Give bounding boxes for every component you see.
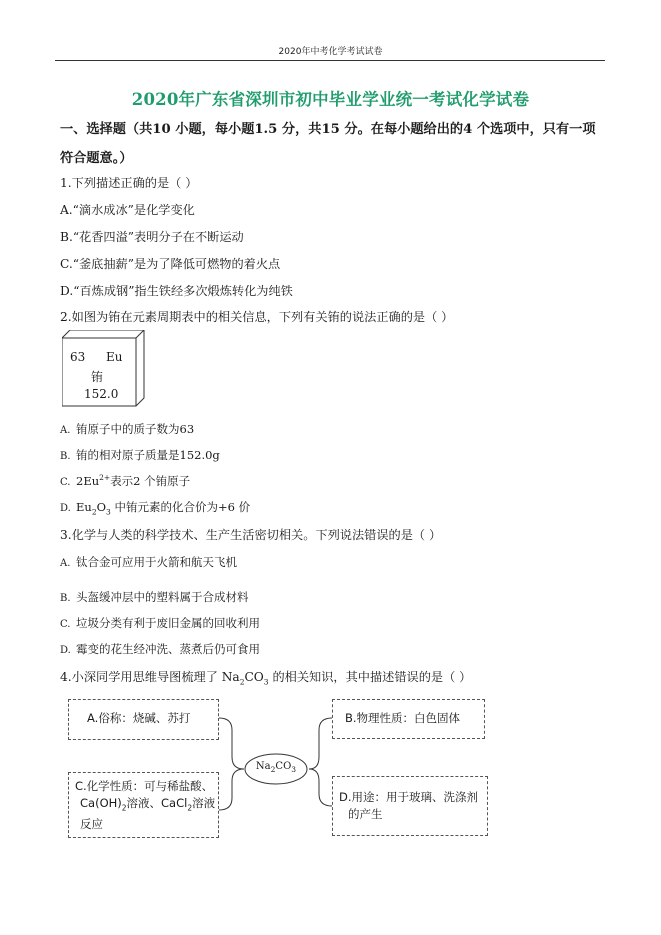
q2-option-a-text: 铕原子中的质子数为63 (76, 422, 195, 436)
box-c-cacl: 溶液、CaCl (126, 796, 188, 810)
box-c-solution: 溶液 (192, 796, 216, 810)
q2-option-b-text: 铕的相对原子质量是152.0g (76, 448, 220, 462)
mind-map-box-a (68, 699, 219, 740)
q2-option-c-charge: 2+ (99, 473, 111, 483)
mind-map-box-d (332, 776, 488, 836)
q2-option-b-label: B. (60, 451, 71, 462)
q2-option-d-label: D. (60, 503, 71, 514)
element-atomic-mass: 152.0 (84, 387, 119, 401)
q2-option-d-formula-o: O (96, 500, 107, 514)
q1-stem: 1.下列描述正确的是（ ） (60, 176, 198, 190)
center-formula (254, 761, 298, 774)
page-header: 2020年中考化学考试试卷 (278, 47, 383, 57)
box-a-text: A.俗称：烧碱、苏打 (87, 711, 191, 725)
q3-option-d-label: D. (60, 645, 71, 656)
center-formula-sub1: 2 (270, 765, 276, 774)
q2-option-c-label: C. (60, 477, 71, 488)
box-d-line2: 的产生 (348, 807, 383, 821)
q3-option-b-label: B. (60, 593, 71, 604)
center-formula-sub2: 3 (291, 765, 297, 774)
q4-stem-co: CO (244, 670, 264, 684)
center-formula-na: Na (255, 761, 271, 772)
q3-option-a-label: A. (60, 558, 71, 569)
q4-stem-sub2: 3 (263, 677, 269, 687)
box-d-line1: D.用途：用于玻璃、洗涤剂 (339, 790, 479, 804)
box-c-line2 (75, 795, 218, 816)
q1-option-c: C.“釜底抽薪”是为了降低可燃物的着火点 (60, 257, 281, 271)
q2-option-c-text: 表示2 个铕原子 (110, 474, 191, 488)
q3-option-a-text: 钛合金可应用于火箭和航天飞机 (76, 555, 237, 569)
q2-option-c-formula: 2Eu (76, 474, 100, 488)
box-b-text: B.物理性质：白色固体 (345, 711, 461, 725)
q2-stem: 2.如图为铕在元素周期表中的相关信息，下列有关铕的说法正确的是（ ） (60, 310, 454, 324)
box-c-sub2: 2 (187, 803, 193, 813)
q2-option-d-text: 中铕元素的化合价为+6 价 (110, 500, 251, 514)
q1-option-b: B.“花香四溢”表明分子在不断运动 (60, 230, 244, 244)
q1-option-d: D.“百炼成钢”指生铁经多次煅炼转化为纯铁 (60, 284, 293, 298)
q3-option-c-text: 垃圾分类有利于废旧金属的回收利用 (76, 616, 260, 630)
q2-option-d-formula-eu: Eu (76, 500, 92, 514)
q3-option-d-text: 霉变的花生经冲洗、蒸煮后仍可食用 (76, 642, 260, 656)
q3-stem: 3.化学与人类的科学技术、生产生活密切相关。下列说法错误的是（ ） (60, 528, 442, 542)
q2-option-a-label: A. (60, 425, 71, 436)
center-formula-co: CO (275, 761, 292, 772)
mind-map-box-c (68, 772, 219, 838)
element-atomic-number: 63 (70, 350, 86, 364)
q3-option-c-label: C. (60, 619, 71, 630)
section-heading-line2: 符合题意。） (60, 151, 133, 166)
box-c-line1: C.化学性质：可与稀盐酸、 (75, 779, 214, 793)
box-c-line3: 反应 (80, 817, 103, 832)
element-name: 铕 (91, 370, 104, 384)
section-heading-line1: 一、选择题（共10 小题，每小题1.5 分，共15 分。在每小题给出的4 个选项中，只有一项 (60, 122, 596, 137)
q1-option-a: A.“滴水成冰”是化学变化 (60, 203, 195, 217)
q4-stem-start: 4.小深同学用思维导图梳理了 Na (60, 670, 240, 684)
element-symbol: Eu (106, 350, 123, 364)
box-c-sub1: 2 (121, 803, 127, 813)
exam-title: 2020年广东省深圳市初中毕业学业统一考试化学试卷 (131, 90, 530, 109)
q4-stem-end: 的相关知识，其中描述错误的是（ ） (268, 670, 472, 684)
box-c-caoh: Ca(OH) (80, 796, 122, 810)
q4-stem-sub1: 2 (239, 677, 245, 687)
q2-option-d-sub2: 3 (106, 507, 111, 517)
q3-option-b-text: 头盔缓冲层中的塑料属于合成材料 (76, 590, 249, 604)
q2-option-d-sub1: 2 (91, 507, 97, 517)
mind-map-box-b (332, 699, 485, 739)
